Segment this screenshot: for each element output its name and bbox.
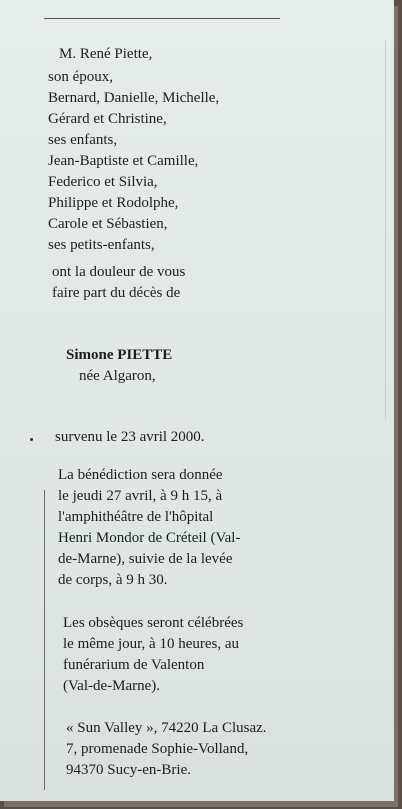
deceased-name (66, 345, 172, 366)
children-line: Gérard et Christine, (48, 111, 167, 127)
address-line: « Sun Valley », 74220 La Clusaz. (66, 720, 267, 736)
margin-line (44, 490, 45, 790)
grandchildren-role: ses petits-enfants, (48, 237, 155, 253)
blessing-line: La bénédiction sera donnée (58, 467, 223, 483)
blessing-line: le jeudi 27 avril, à 9 h 15, à (58, 488, 223, 504)
blessing-line: Henri Mondor de Créteil (Val- (58, 530, 241, 546)
funeral-line: Les obsèques seront célébrées (63, 615, 244, 631)
grandchildren-line: Jean-Baptiste et Camille, (48, 153, 199, 169)
top-divider (44, 18, 280, 19)
spouse-name: M. René Piette, (59, 46, 153, 62)
spouse-role: son époux, (48, 69, 113, 85)
family-block (48, 67, 219, 256)
grandchildren-line: Philippe et Rodolphe, (48, 195, 179, 211)
address-line: 94370 Sucy-en-Brie. (66, 762, 191, 778)
deceased-first-name: Simone (66, 347, 114, 363)
announcement-line: ont la douleur de vous (52, 264, 186, 280)
deceased-last-name: PIETTE (117, 347, 173, 363)
blessing-line: de corps, à 9 h 30. (58, 572, 168, 588)
family-list (59, 44, 152, 65)
address-block (66, 718, 267, 781)
blessing-block (58, 465, 240, 591)
funeral-block (63, 613, 243, 697)
deceased-birth-name: née Algaron, (79, 368, 156, 384)
announcement (52, 262, 185, 304)
address-line: 7, promenade Sophie-Volland, (66, 741, 249, 757)
funeral-line: funérarium de Valenton (63, 657, 205, 673)
grandchildren-line: Federico et Silvia, (48, 174, 158, 190)
children-line: Bernard, Danielle, Michelle, (48, 90, 220, 106)
funeral-line: (Val-de-Marne). (63, 678, 161, 694)
blessing-line: l'amphithéâtre de l'hôpital (58, 509, 214, 525)
grandchildren-line: Carole et Sébastien, (48, 216, 168, 232)
blessing-line: de-Marne), suivie de la levée (58, 551, 233, 567)
death-date: survenu le 23 avril 2000. (55, 429, 205, 445)
fold-line (385, 40, 386, 420)
bullet-dot (30, 438, 33, 441)
funeral-line: le même jour, à 10 heures, au (63, 636, 240, 652)
announcement-line: faire part du décès de (52, 285, 181, 301)
children-role: ses enfants, (48, 132, 118, 148)
